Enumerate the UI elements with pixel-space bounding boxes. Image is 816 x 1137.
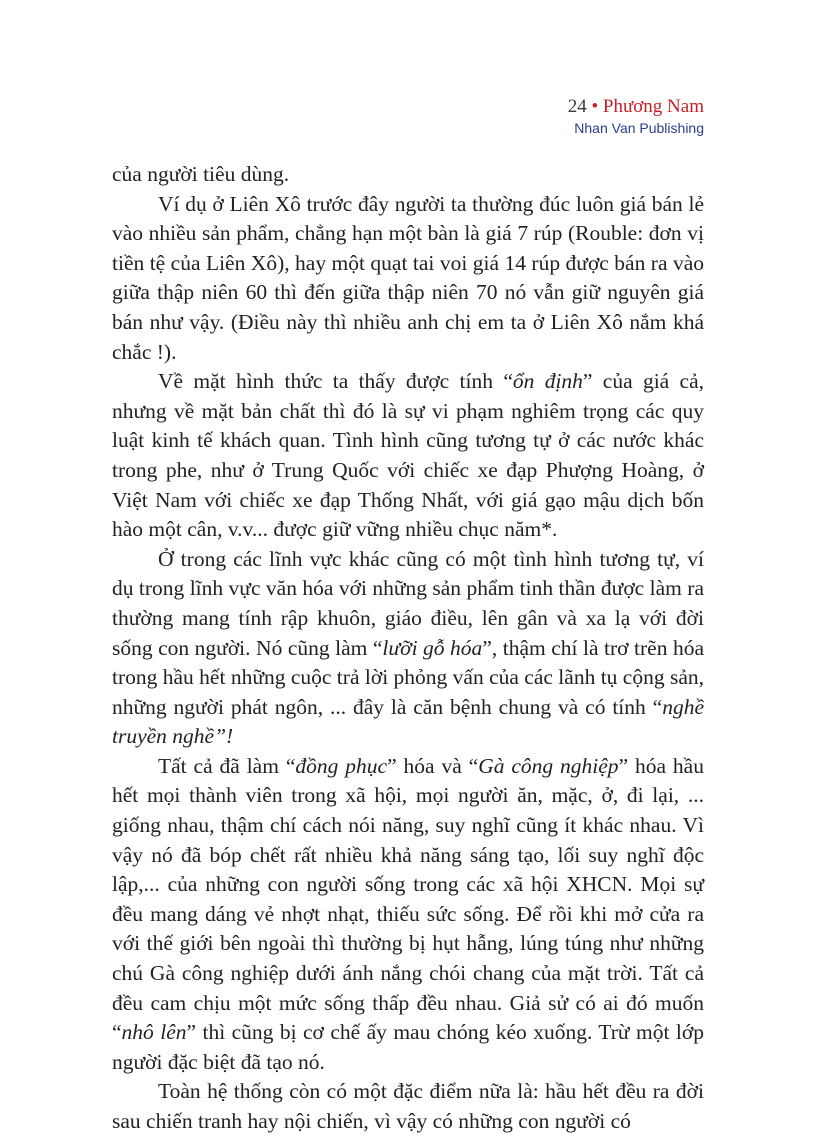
- paragraph: [112, 752, 704, 1078]
- emphasis-text: ”!: [214, 724, 234, 749]
- paragraph: [112, 545, 704, 752]
- paragraph: [112, 1077, 704, 1136]
- body-text: [112, 160, 704, 1137]
- header-bullet: •: [591, 96, 599, 117]
- paragraph-text: ” của giá cả, nhưng về mặt bản chất thì đó là sự vi phạm nghiêm trọng các quy luật kinh tế khách quan. Tình hình cũng tương tự ở các nước khác trong phe, như ở Trung Quốc với chiếc xe đạp Phượng Hoàng, ở Việt Nam với chiếc xe đạp Thống Nhất, với giá gạo mậu dịch bốn hào một cân, v.v... được giữ vững nhiều chục năm*.: [112, 369, 704, 542]
- paragraph-text: ” hóa và “: [387, 753, 479, 778]
- paragraph-text: Ví dụ ở Liên Xô trước đây người ta thường đúc luôn giá bán lẻ vào nhiều sản phẩm, chẳng hạn một bàn là giá 7 rúp (Rouble: đơn vị tiền tệ của Liên Xô), hay một quạt tai voi giá 14 rúp được bán ra vào giữa thập niên 60 thì đến giữa thập niên 70 nó vẫn giữ nguyên giá bán như vậy. (Điều này thì nhiều anh chị em ta ở Liên Xô nắm khá chắc !).: [112, 191, 704, 364]
- paragraph-text: Ở trong các lĩnh vực khác cũng có một tình hình tương tự, ví dụ trong lĩnh vực văn hóa với những sản phẩm tinh thần được làm ra thường mang tính rập khuôn, giáo điều, lên gân và xa lạ với đời sống con người. Nó cũng làm “: [112, 546, 704, 660]
- paragraph-text: ”, thậm chí là trơ trẽn hóa trong hầu hết những cuộc trả lời phỏng vấn của các lãnh tụ cộng sản, những người phát ngôn, ... đây là căn bệnh chung và có tính “: [112, 635, 704, 719]
- header-title-line: [568, 96, 704, 118]
- emphasis-text: đồng phục: [295, 753, 388, 778]
- paragraph-text: Về mặt hình thức ta thấy được tính “: [158, 369, 513, 394]
- paragraph-text: ” thì cũng bị cơ chế ấy mau chóng kéo xuống. Trừ một lớp người đặc biệt đã tạo nó.: [112, 1020, 704, 1074]
- emphasis-text: Gà công nghiệp: [478, 753, 619, 778]
- page-number: 24: [567, 96, 587, 117]
- emphasis-text: nghề truyền nghề: [112, 694, 704, 749]
- paragraph: [112, 190, 704, 368]
- emphasis-text: ổn định: [512, 369, 583, 394]
- paragraph-text: Tất cả đã làm “: [158, 753, 296, 778]
- emphasis-text: lưỡi gỗ hóa: [382, 635, 483, 660]
- running-header: [568, 96, 704, 138]
- paragraph-text: ” hóa hầu hết mọi thành viên trong xã hội, mọi người ăn, mặc, ở, đi lại, ... giống nhau, thậm chí cách nói năng, suy nghĩ cũng ít khác nhau. Vì vậy nó đã bóp chết rất nhiều khả năng sáng tạo, lối suy nghĩ độc lập,... của những con người sống trong các xã hội XHCN. Mọi sự đều mang dáng vẻ nhợt nhạt, thiếu sức sống. Để rồi khi mở cửa ra với thế giới bên ngoài thì thường bị hụt hẫng, lúng túng như những chú Gà công nghiệp dưới ánh nắng chói chang của mặt trời. Tất cả đều cam chịu một mức sống thấp đều nhau. Giả sử có ai đó muốn “: [112, 753, 704, 1045]
- emphasis-text: nhô lên: [121, 1020, 187, 1045]
- paragraph: [112, 367, 704, 545]
- paragraph-text: Toàn hệ thống còn có một đặc điểm nữa là: hầu hết đều ra đời sau chiến tranh hay nội chiến, vì vậy có những con người có: [112, 1079, 704, 1133]
- paragraph-text: của người tiêu dùng.: [112, 162, 290, 186]
- book-title: Phương Nam: [602, 96, 704, 117]
- publisher-name: Nhan Van Publishing: [574, 120, 704, 136]
- paragraph: [112, 160, 704, 190]
